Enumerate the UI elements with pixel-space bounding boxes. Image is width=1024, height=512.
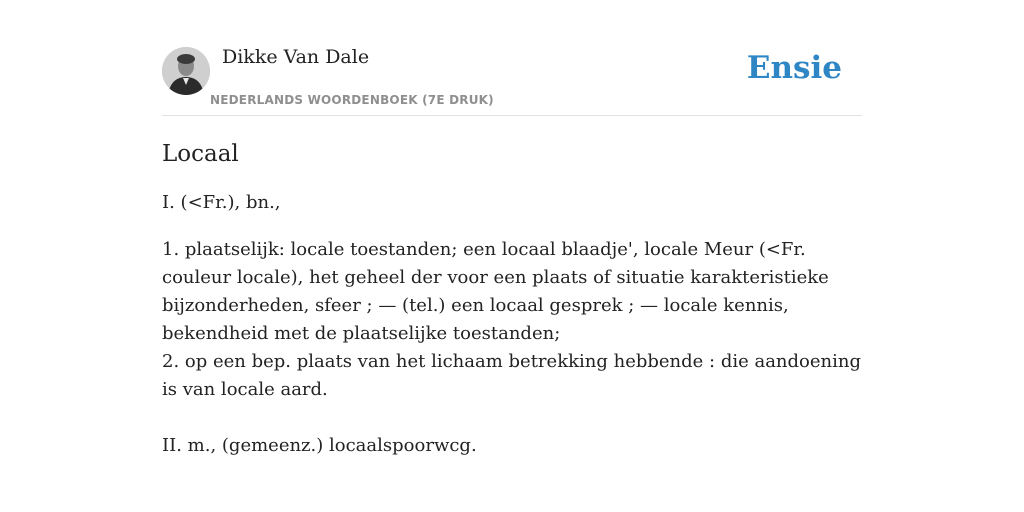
entry [162, 138, 867, 460]
ensie-logo-link[interactable]: Ensie [746, 50, 842, 86]
entry-title: Locaal [162, 141, 239, 167]
dictionary-source[interactable]: NEDERLANDS WOORDENBOEK (7E DRUK) [210, 93, 494, 107]
author-avatar[interactable] [162, 47, 210, 95]
entry-paragraph: 2. op een bep. plaats van het lichaam betrekking hebbende : die aandoening is van locale aard. [162, 351, 862, 400]
entry-paragraph: I. (<Fr.), bn., [162, 192, 281, 213]
header [162, 40, 862, 116]
portrait-icon [162, 47, 210, 95]
entry-paragraph: II. m., (gemeenz.) locaalspoorwcg. [162, 435, 477, 456]
entry-paragraph: 1. plaatselijk: locale toestanden; een locaal blaadje', locale Meur (<Fr. couleur locale), het geheel der voor een plaats of situatie karakteristieke bijzonderheden, sfeer ; — (tel.) een locaal gesprek ; — locale kennis, bekendheid met de plaatselijke toestanden; [162, 239, 829, 344]
author-name[interactable]: Dikke Van Dale [222, 46, 370, 68]
entry-body [162, 189, 867, 460]
